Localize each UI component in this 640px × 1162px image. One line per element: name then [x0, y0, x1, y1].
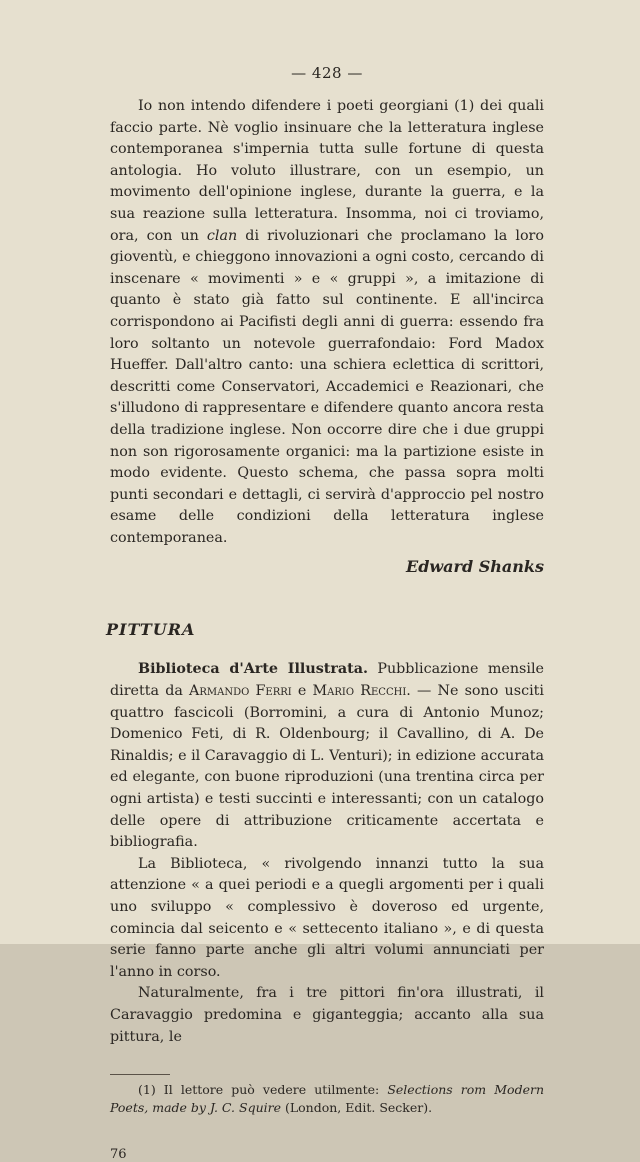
review-title: Biblioteca d'Arte Illustrata.	[138, 661, 369, 678]
review-paragraph: Biblioteca d'Arte Illustrata. Pubblicazione mensile diretta da Armando Ferri e Mario Recchi. — Ne sono usciti quattro fascicoli (Borromini, a cura di Antonio Munoz; Domenico Feti, di R. Oldenbourg; il Cavallino, di A. De Rinaldis; e il Caravaggio di L. Venturi); in edizione accurata ed elegante, con buone riproduzioni (una trentina circa per ogni artista) e testi succinti e interessanti; con un catalogo delle opere di attribuzione criticamente accertata e bibliografia.	[110, 661, 544, 851]
review-paragraph: La Biblioteca, « rivolgendo innanzi tutto la sua attenzione « a quei periodi e a quegli argomenti per i quali uno sviluppo « complessivo è doveroso ed urgente, comincia dal seicento e « settecento italiano », e di questa serie fanno parte anche gli altri volumi annunciati per l'anno in corso.	[110, 855, 544, 980]
footnote: (1) Il lettore può vedere utilmente: Selections rom Modern Poets, made by J. C. Squire (London, Edit. Secker).	[110, 1082, 544, 1116]
footnote-book-title: Selections rom Modern Poets,	[110, 1082, 544, 1116]
editor-name: Mario Recchi	[312, 683, 407, 700]
section-heading: PITTURA	[106, 620, 196, 640]
footnote-editor: made by J. C. Squire	[152, 1100, 281, 1116]
folio-number: 76	[110, 1147, 127, 1162]
page-number-header: — 428 —	[291, 64, 363, 82]
footnote-divider	[110, 1074, 170, 1075]
author-signature: Edward Shanks	[406, 557, 544, 577]
italic-term: clan	[206, 227, 238, 244]
review-paragraph: Naturalmente, fra i tre pittori fin'ora illustrati, il Caravaggio predomina e giganteggia; accanto alla sua pittura, le	[110, 985, 544, 1045]
editor-name: Armando Ferri	[189, 683, 292, 700]
article-paragraph: Io non intendo difendere i poeti georgiani (1) dei quali faccio parte. Nè voglio insinuare che la letteratura inglese contemporanea s'impernia tutta sulle fortune di questa antologia. Ho voluto illustrare, con un esempio, un movimento dell'opinione inglese, durante la guerra, e la sua reazione sulla letteratura. Insomma, noi ci troviamo, ora, con un clan di rivoluzionari che proclamano la loro gioventù, e chieggono innovazioni a ogni costo, cercando di inscenare « movimenti » e « gruppi », a imitazione di quanto è stato già fatto sul continente. E all'incirca corrispondono ai Pacifisti degli anni di guerra: essendo fra loro soltanto un notevole guerrafondaio: Ford Madox Hueffer. Dall'altro canto: una schiera eclettica di scrittori, descritti come Conservatori, Accademici e Reazionari, che s'illudono di rappresentare e difendere quanto ancora resta della tradizione inglese. Non occorre dire che i due gruppi non son rigorosamente organici: ma la partizione esiste in modo evidente. Questo schema, che passa sopra molti punti secondari e dettagli, ci servirà d'approccio pel nostro esame delle condizioni della letteratura inglese contemporanea.	[110, 98, 544, 546]
